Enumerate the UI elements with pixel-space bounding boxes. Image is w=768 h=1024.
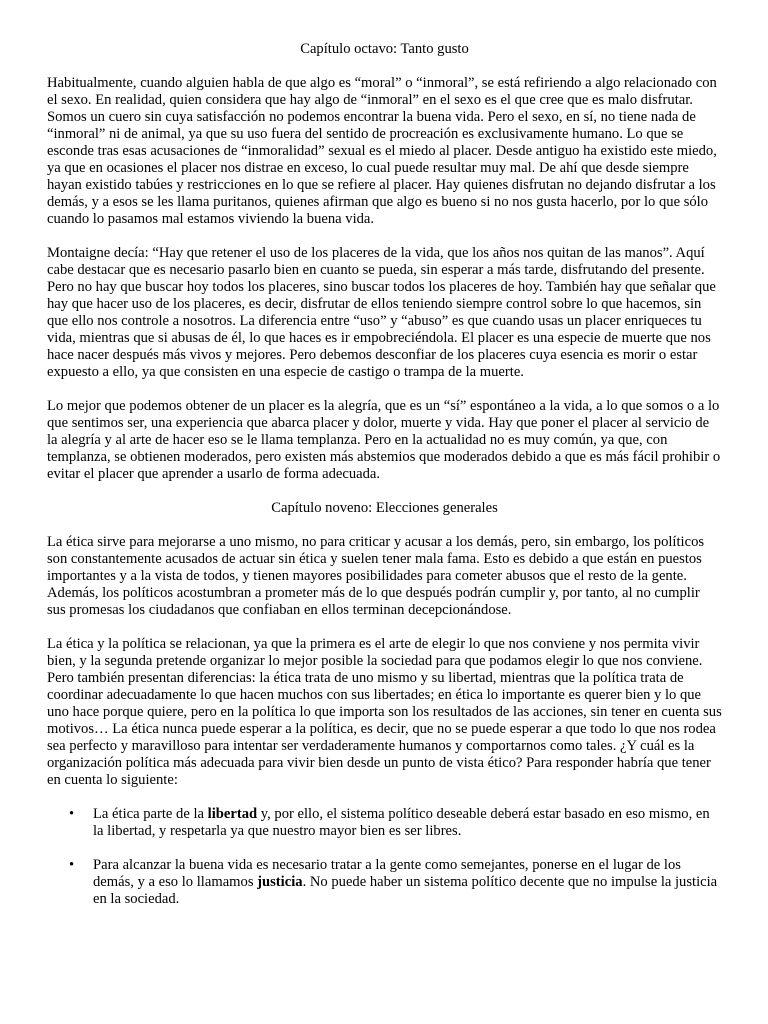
bullet-bold-term: justicia [257,874,303,890]
chapter-8-paragraph-1: Habitualmente, cuando alguien habla de que algo es “moral” o “inmoral”, se está refiriendo a algo relacionado con el sexo. En realidad, quien considera que hay algo de “inmoral” en el sexo es el que cree que es malo disfrutar. Somos un cuero sin cuya satisfacción no podemos encontrar la buena vida. Pero el sexo, en sí, no tiene nada de “inmoral” ni de animal, ya que su uso fuera del sentido de procreación es exclusivamente humano. Lo que se esconde tras esas acusaciones de “inmoralidad” sexual es el miedo al placer. Desde antiguo ha existido este miedo, ya que en ocasiones el placer nos distrae en exceso, lo cual puede resultar muy mal. De ahí que desde siempre hayan existido tabúes y restricciones en lo que se refiere al placer. Hay quienes disfrutan no dejando disfrutar a los demás, y a esos se les llama puritanos, quienes afirman que algo es bueno si no nos gusta hacerlo, por lo que sólo cuando lo pasamos mal estamos viviendo la buena vida. [47,75,717,227]
list-item [69,806,722,840]
bullet-text-after: . No puede haber un sistema político decente que no impulse la justicia en la sociedad. [93,874,718,907]
bullet-icon: • [69,857,75,873]
chapter-9-title: Capítulo noveno: Elecciones generales [271,500,498,516]
bullet-text-after: y, por ello, el sistema político deseable deberá estar basado en eso mismo, en la libertad, y respetarla ya que nuestro mayor bien es ser libres. [93,806,710,839]
bullet-icon: • [69,806,75,822]
bullet-text-before: La ética parte de la [93,806,208,822]
chapter-9-paragraph-2: La ética y la política se relacionan, ya que la primera es el arte de elegir lo que nos conviene y nos permita vivir bien, y la segunda pretende organizar lo mejor posible la sociedad para que podamos elegir lo que nos conviene. Pero también presentan diferencias: la ética trata de uno mismo y su libertad, mientras que la política trata de coordinar adecuadamente lo que hacen muchos con sus libertades; en ética lo importante es querer bien y lo que uno hace porque quiere, pero en la política lo que importa son los resultados de las acciones, sin tener en cuenta sus motivos… La ética nunca puede esperar a la política, es decir, que no se puede esperar a que todo lo que nos rodea sea perfecto y maravilloso para intentar ser verdaderamente humanos y comportarnos como tales. ¿Y cuál es la organización política más adecuada para vivir bien desde un punto de vista ético? Para responder habría que tener en cuenta lo siguiente: [47,636,722,788]
bullet-text-before: Para alcanzar la buena vida es necesario tratar a la gente como semejantes, ponerse en el lugar de los demás, y a eso lo llamamos [93,857,681,890]
chapter-9-paragraph-1: La ética sirve para mejorarse a uno mismo, no para criticar y acusar a los demás, pero, sin embargo, los políticos son constantemente acusados de actuar sin ética y suelen tener mala fama. Esto es debido a que están en puestos importantes y a la vista de todos, y tienen mayores posibilidades para cometer abusos que el resto de la gente. Además, los políticos acostumbran a prometer más de lo que después podrán cumplir y, por tanto, al no cumplir sus promesas los ciudadanos que confiaban en ellos terminan decepcionándose. [47,534,705,618]
list-item [69,857,722,908]
chapter-8-paragraph-2: Montaigne decía: “Hay que retener el uso de los placeres de la vida, que los años nos quitan de las manos”. Aquí cabe destacar que es necesario pasarlo bien en cuanto se pueda, sin esperar a más tarde, disfrutando del presente. Pero no hay que buscar hoy todos los placeres, sino buscar todos los placeres de hoy. También hay que señalar que hay que hacer uso de los placeres, es decir, disfrutar de ellos teniendo siempre control sobre lo que hacemos, sin que ello nos controle a nosotros. La diferencia entre “uso” y “abuso” es que cuando usas un placer enriqueces tu vida, mientras que si abusas de él, lo que haces es ir empobreciéndola. El placer es una especie de muerte que nos hace nacer después más vivos y mejores. Pero debemos desconfiar de los placeres cuya esencia es morir o estar expuesto a ello, ya que consisten en una especie de castigo o trampa de la muerte. [47,245,716,380]
bullet-bold-term: libertad [207,806,258,822]
chapter-8-title: Capítulo octavo: Tanto gusto [300,41,469,57]
bullet-list [47,806,722,908]
chapter-8-paragraph-3: Lo mejor que podemos obtener de un placer es la alegría, que es un “sí” espontáneo a la vida, a lo que somos o a lo que sentimos ser, una experiencia que abarca placer y dolor, muerte y vida. Hay que poner el placer al servicio de la alegría y al arte de hacer eso se le llama templanza. Pero en la actualidad no es muy común, ya que, con templanza, se obtienen moderados, pero existen más abstemios que moderados debido a que es más fácil prohibir o evitar el placer que aprender a usarlo de forma adecuada. [47,398,721,482]
